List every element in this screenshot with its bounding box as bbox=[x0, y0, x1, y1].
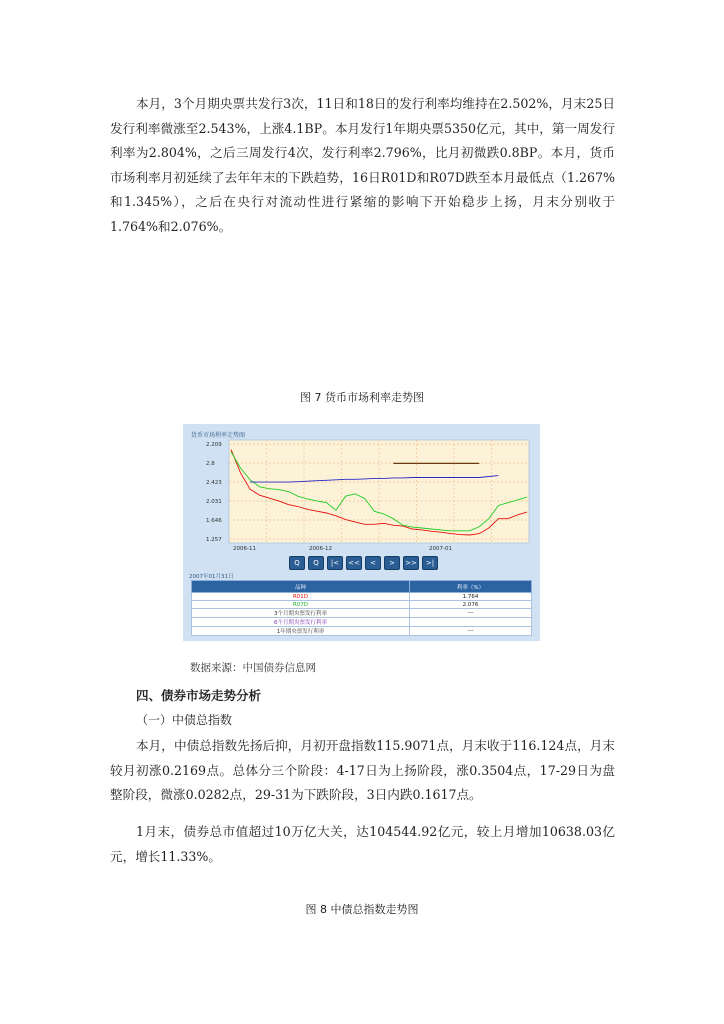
last-page-button[interactable]: >| bbox=[422, 556, 438, 570]
row-value: --- bbox=[409, 627, 531, 636]
figure8-caption: 图 8 中债总指数走势图 bbox=[305, 903, 419, 916]
y-tick-label: 2.031 bbox=[206, 499, 222, 505]
table-row bbox=[192, 601, 532, 609]
rate-table bbox=[191, 580, 532, 636]
first-page-button[interactable]: |< bbox=[327, 556, 343, 570]
zoom-in-button[interactable]: Q bbox=[289, 556, 305, 570]
paragraph-market-value: 1月末，债券总市值超过10万亿大关，达104544.92亿元，较上月增加10638.03亿元，增长11.33%。 bbox=[110, 824, 615, 864]
x-tick-label: 2006-12 bbox=[309, 546, 332, 552]
y-tick-label: 2.8 bbox=[206, 461, 215, 467]
table-header-rate: 利率（%） bbox=[409, 581, 531, 593]
chart-button-row bbox=[289, 556, 438, 570]
paragraph-bond-index: 本月，中债总指数先扬后抑，月初开盘指数115.9071点，月末收于116.124点，月末较月初涨0.2169点。总体分三个阶段：4-17日为上扬阶段，涨0.3504点，17-29日为盘整阶段，微涨0.0282点，29-31为下跌阶段，3日内跌0.1617点。 bbox=[110, 738, 615, 803]
y-tick-label: 1.257 bbox=[206, 537, 222, 543]
subsection-heading: （一）中债总指数 bbox=[136, 713, 233, 727]
row-label: 1年期央票发行利率 bbox=[192, 627, 410, 636]
y-tick-label: 2.209 bbox=[206, 442, 222, 448]
x-tick-label: 2007-01 bbox=[429, 546, 452, 552]
table-row bbox=[192, 593, 532, 601]
table-row bbox=[192, 627, 532, 636]
table-row bbox=[192, 609, 532, 618]
row-value: 1.764 bbox=[409, 593, 531, 601]
chart-inner-title: 货币市场利率走势图 bbox=[191, 432, 246, 439]
zoom-out-button[interactable]: Q bbox=[308, 556, 324, 570]
row-value bbox=[409, 618, 531, 627]
row-label: 6个月期央票发行利率 bbox=[192, 618, 410, 627]
paragraph-money-market: 本月，3个月期央票共发行3次，11日和18日的发行利率均维持在2.502%，月末25日发行利率微涨至2.543%，上涨4.1BP。本月发行1年期央票5350亿元，其中，第一周发行利率为2.804%，之后三周发行4次，发行利率2.796%，比月初微跌0.8BP。本月，货币市场利率月初延续了去年年末的下跌趋势，16日R01D和R07D跌至本月最低点（1.267%和1.345%），之后在央行对流动性进行紧缩的影响下开始稳步上扬，月末分别收于1.764%和2.076%。 bbox=[110, 96, 615, 234]
y-tick-label: 2.423 bbox=[206, 480, 222, 486]
row-value: 2.076 bbox=[409, 601, 531, 609]
row-label: R07D bbox=[192, 601, 410, 609]
rate-line-chart bbox=[183, 424, 540, 556]
row-value: --- bbox=[409, 609, 531, 618]
y-tick-label: 1.646 bbox=[206, 518, 222, 524]
forward-button[interactable]: > bbox=[384, 556, 400, 570]
row-label: R01D bbox=[192, 593, 410, 601]
table-row bbox=[192, 618, 532, 627]
plot-area bbox=[229, 440, 529, 543]
x-tick-label: 2006-11 bbox=[233, 546, 256, 552]
table-header-variety: 品种 bbox=[192, 581, 410, 593]
fast-back-button[interactable]: << bbox=[346, 556, 362, 570]
section-heading: 四、债券市场走势分析 bbox=[136, 688, 262, 703]
figure7-caption: 图 7 货币市场利率走势图 bbox=[300, 391, 424, 404]
rate-chart-widget bbox=[183, 424, 540, 641]
data-source-note: 数据来源：中国债券信息网 bbox=[190, 662, 316, 674]
back-button[interactable]: < bbox=[365, 556, 381, 570]
widget-date: 2007年01月31日 bbox=[189, 574, 234, 580]
row-label: 3个月期央票发行利率 bbox=[192, 609, 410, 618]
fast-forward-button[interactable]: >> bbox=[403, 556, 419, 570]
